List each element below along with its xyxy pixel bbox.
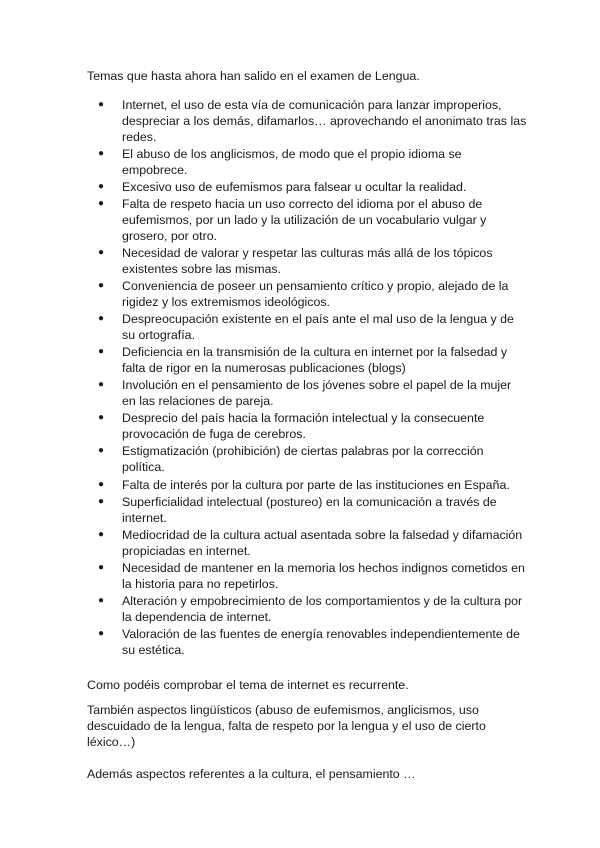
- list-item-text: Desprecio del país hacia la formación intelectual y la consecuente provocación de fuga de cerebros.: [122, 411, 485, 442]
- list-item: [87, 179, 527, 195]
- list-item-text: El abuso de los anglicismos, de modo que el propio idioma se empobrece.: [122, 147, 462, 178]
- closing-paragraph-culture: Además aspectos referentes a la cultura, el pensamiento …: [87, 767, 416, 781]
- list-item: [87, 344, 527, 376]
- list-item: [87, 278, 527, 310]
- topics-list: [87, 97, 527, 659]
- bullet-icon: ●: [98, 379, 105, 391]
- bullet-icon: ●: [98, 148, 105, 160]
- list-item-text: Excesivo uso de eufemismos para falsear u ocultar la realidad.: [122, 180, 467, 195]
- closing-paragraph-internet: Como podéis comprobar el tema de internet es recurrente.: [87, 678, 409, 692]
- list-item: [87, 477, 527, 493]
- bullet-icon: ●: [98, 181, 105, 193]
- list-item: [87, 245, 527, 277]
- list-item: [87, 527, 527, 559]
- bullet-icon: ●: [98, 478, 105, 490]
- bullet-icon: ●: [98, 198, 105, 210]
- list-item-text: Valoración de las fuentes de energía renovables independientemente de su estética.: [122, 626, 520, 657]
- list-item-text: Necesidad de valorar y respetar las culturas más allá de los tópicos existentes sobre las mismas.: [122, 246, 493, 277]
- list-item-text: Falta de respeto hacia un uso correcto del idioma por el abuso de eufemismos, por un lado y la utilización de un vocabulario vulgar y grosero, por otro.: [122, 197, 487, 244]
- list-item-text: Mediocridad de la cultura actual asentada sobre la falsedad y difamación propiciadas en internet.: [122, 527, 523, 558]
- list-item: [87, 196, 527, 244]
- list-item: [87, 146, 527, 178]
- list-item: [87, 410, 527, 442]
- bullet-icon: ●: [98, 99, 105, 110]
- bullet-icon: ●: [98, 594, 105, 606]
- bullet-icon: ●: [98, 247, 105, 259]
- bullet-icon: ●: [98, 495, 105, 507]
- list-item-text: Internet, el uso de esta vía de comunicación para lanzar improperios, despreciar a los demás, difamarlos… aprovechando el anonimato tras las redes.: [122, 98, 527, 144]
- bullet-icon: ●: [98, 561, 105, 573]
- list-item-text: Superficialidad intelectual (postureo) en la comunicación a través de internet.: [122, 494, 497, 525]
- bullet-icon: ●: [98, 528, 105, 540]
- list-item-text: Involución en el pensamiento de los jóvenes sobre el papel de la mujer en las relaciones de pareja.: [122, 378, 512, 409]
- list-item: [87, 443, 527, 475]
- list-item-text: Necesidad de mantener en la memoria los hechos indignos cometidos en la historia para no repetirlos.: [122, 560, 525, 591]
- bullet-icon: ●: [98, 280, 105, 292]
- list-item: [87, 377, 527, 409]
- closing-paragraph-linguistic: También aspectos lingüísticos (abuso de eufemismos, anglicismos, uso descuidado de la lengua, falta de respeto por la lengua y el uso de cierto léxico…): [87, 703, 486, 749]
- list-item: [87, 560, 527, 592]
- list-item-text: Alteración y empobrecimiento de los comportamientos y de la cultura por la dependencia de internet.: [122, 593, 523, 624]
- list-item: [87, 494, 527, 526]
- bullet-icon: ●: [98, 412, 105, 424]
- bullet-icon: ●: [98, 346, 105, 358]
- list-item: [87, 97, 527, 145]
- list-item-text: Despreocupación existente en el país ante el mal uso de la lengua y de su ortografía.: [122, 312, 514, 343]
- bullet-icon: ●: [98, 445, 105, 457]
- list-item: [87, 626, 527, 658]
- bullet-icon: ●: [98, 627, 105, 639]
- list-item: [87, 311, 527, 343]
- intro-paragraph: Temas que hasta ahora han salido en el examen de Lengua.: [87, 69, 420, 83]
- list-item: [87, 593, 527, 625]
- list-item-text: Falta de interés por la cultura por parte de las instituciones en España.: [122, 477, 510, 492]
- list-item-text: Deficiencia en la transmisión de la cultura en internet por la falsedad y falta de rigor en la numerosas publicaciones (blogs): [122, 345, 508, 376]
- list-item-text: Estigmatización (prohibición) de ciertas palabras por la corrección política.: [122, 444, 484, 475]
- bullet-icon: ●: [98, 313, 105, 325]
- list-item-text: Conveniencia de poseer un pensamiento crítico y propio, alejado de la rigidez y los extremismos ideológicos.: [122, 279, 509, 310]
